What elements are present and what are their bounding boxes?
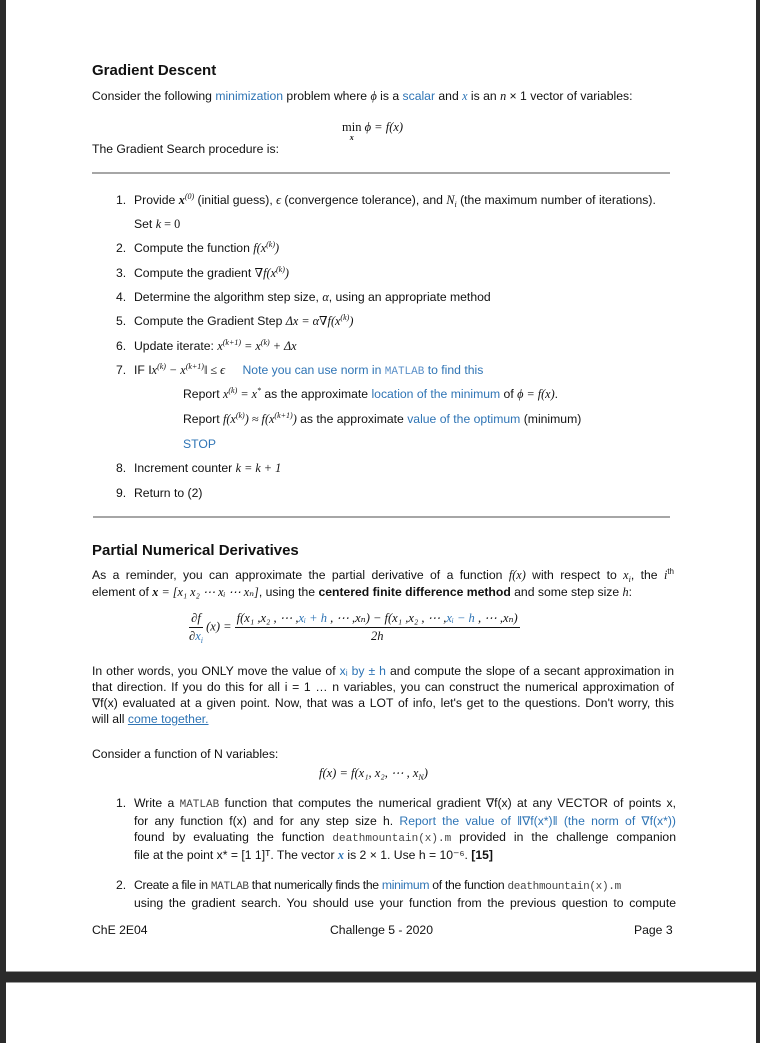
text: as the approximate <box>261 387 372 401</box>
document-page-4 <box>6 982 756 1043</box>
step-text: Determine the algorithm step size, <box>134 290 323 304</box>
term: , ⋯ ,xₙ) − f(x₁ ,x₂ , ⋯ , <box>326 611 447 625</box>
x-symbol: x <box>462 89 468 103</box>
para2-line2: that direction. If you do this for all i = 1 … n variables, you can construct the numerical approximation of <box>92 680 674 694</box>
phi-symbol: ϕ <box>370 89 377 103</box>
step-text: Update iterate: <box>134 339 218 353</box>
superscript: * <box>257 386 262 395</box>
step-5 <box>116 313 353 329</box>
footer-page-number: Page 3 <box>634 923 673 937</box>
step-1 <box>116 192 656 208</box>
equation-body: ϕ = f(x) <box>364 120 404 134</box>
intro-text: Consider the following <box>92 89 216 103</box>
question-1 <box>116 795 676 863</box>
math: ) <box>423 766 428 780</box>
step-number: 5. <box>116 314 127 328</box>
math: x <box>217 339 223 353</box>
step-text: Compute the gradient <box>134 266 255 280</box>
math: ‖ ≤ ϵ <box>203 363 226 377</box>
intro-text: × 1 vector of variables: <box>506 89 633 103</box>
text: is 2 × 1. Use h = 10⁻⁶. <box>343 848 472 862</box>
para2-line3: ∇f(x) evaluated at a given point. Now, that was a LOT of info, let's get to the questions. Don't worry, this <box>92 696 674 710</box>
math: ) <box>292 412 297 426</box>
step-text: (initial guess), <box>194 193 277 207</box>
matlab-code: MATLAB <box>179 799 220 811</box>
superscript: (k) <box>228 386 238 395</box>
math: ) <box>275 241 280 255</box>
question-number: 1. <box>116 796 127 810</box>
math: ‖x <box>148 363 158 377</box>
text: and compute the slope of a secant approximation in <box>385 664 674 678</box>
math: ) ≈ f(x <box>244 412 275 426</box>
math: ) <box>349 314 354 328</box>
text: function that computes the numerical gradient ∇f(x) at any VECTOR of points x, <box>219 796 677 810</box>
step-text: IF <box>134 363 149 377</box>
step-text: Return to (2) <box>134 486 203 500</box>
math: i <box>663 568 668 582</box>
q1-line3 <box>134 829 676 847</box>
superscript: (k) <box>235 411 245 420</box>
superscript: th <box>667 567 674 576</box>
subscript: N <box>418 773 424 782</box>
question-number: 2. <box>116 878 127 892</box>
come-together-link[interactable]: come together. <box>127 712 209 726</box>
math: f(x) <box>508 568 526 582</box>
math: ϕ = f(x) <box>517 387 555 401</box>
step-6 <box>116 338 297 354</box>
step-text: Increment counter <box>134 461 236 475</box>
text: , using the <box>258 585 319 599</box>
section-title-gradient-descent: Gradient Descent <box>92 62 217 79</box>
deathmountain-code: deathmountain(x).m <box>507 881 621 893</box>
stop-label: STOP <box>183 437 216 451</box>
superscript: (k) <box>275 265 285 274</box>
step-number: 7. <box>116 363 127 377</box>
step-number: 6. <box>116 339 127 353</box>
footer-course: ChE 2E04 <box>92 923 148 937</box>
math: x <box>152 585 159 599</box>
lhs-fraction <box>189 611 203 644</box>
minimum-term: minimum <box>381 878 430 892</box>
term: , ⋯ ,xₙ) <box>474 611 518 625</box>
para2-line1 <box>92 663 674 679</box>
intro-text: problem where <box>283 89 371 103</box>
term-minus-h: xᵢ − h <box>446 611 475 625</box>
math: f(x) = f(x₁, x₂, ⋯ , x <box>319 766 419 780</box>
superscript: (k+1) <box>274 411 293 420</box>
superscript: (k) <box>340 313 350 322</box>
step-text: , using an appropriate method <box>328 290 491 304</box>
function-equation <box>319 765 428 781</box>
report-location-line <box>183 386 558 402</box>
text: Write a <box>134 796 180 810</box>
math: x <box>178 193 185 207</box>
math: Δx = α∇f(x <box>285 314 341 328</box>
deathmountain-code: deathmountain(x).m <box>332 833 452 845</box>
text: will all <box>92 712 128 726</box>
x-symbol: x <box>337 848 344 862</box>
math: h <box>622 585 629 599</box>
math: ϵ <box>276 193 282 207</box>
note-text: to find this <box>424 363 484 377</box>
step-text: Provide <box>134 193 179 207</box>
para1-line1 <box>92 567 674 583</box>
math: + Δx <box>269 339 297 353</box>
intro-text: is a <box>376 89 403 103</box>
step-number: 9. <box>116 486 127 500</box>
text: Report <box>183 387 223 401</box>
step-number: 8. <box>116 461 127 475</box>
step-3 <box>116 265 289 281</box>
text: that numerically finds the <box>248 878 382 892</box>
text: of the function <box>429 878 508 892</box>
step-number: 2. <box>116 241 127 255</box>
note-text: Note you can use norm in <box>242 363 385 377</box>
step-number: 1. <box>116 193 127 207</box>
section-title-partial-derivatives: Partial Numerical Derivatives <box>92 542 299 559</box>
location-of-minimum-link[interactable]: location of the minimum <box>371 387 501 401</box>
text: element of <box>92 585 153 599</box>
text: of <box>500 387 518 401</box>
superscript: (k+1) <box>185 362 204 371</box>
procedure-label: The Gradient Search procedure is: <box>92 142 279 156</box>
lhs-arg: (x) = <box>206 619 232 634</box>
math: f(x <box>253 241 267 255</box>
para2 <box>92 663 674 727</box>
text: (minimum) <box>520 412 582 426</box>
subscript: i <box>628 575 631 584</box>
intro-text: is an <box>467 89 501 103</box>
subscript: i <box>200 635 203 645</box>
step-7 <box>116 362 483 380</box>
text: : <box>628 585 633 599</box>
math: f(x <box>222 412 236 426</box>
step-text: (convergence tolerance), and <box>281 193 447 207</box>
min-operator: min <box>342 120 362 134</box>
matlab-code: MATLAB <box>384 366 425 378</box>
q2-line2: using the gradient search. You should use your function from the previous question to compute <box>134 896 676 910</box>
q1-line4 <box>134 847 676 863</box>
divider-section <box>93 516 670 518</box>
bold-term: centered finite difference method <box>318 585 511 599</box>
superscript: (k+1) <box>222 338 242 347</box>
xi: x <box>195 628 201 643</box>
text: , the <box>630 568 664 582</box>
math: ∇f(x <box>254 266 276 280</box>
report-norm-instruction: Report the value of ‖∇f(x*)‖ (the norm of ∇f(x*)) <box>399 814 676 828</box>
text: Report <box>183 412 223 426</box>
denominator <box>189 628 203 644</box>
min-subscript: x <box>349 133 354 142</box>
intro-paragraph <box>92 88 633 104</box>
text: provided in the challenge companion <box>451 830 676 844</box>
math: α <box>322 290 329 304</box>
step-1-set-k <box>134 216 180 232</box>
footer-title: Challenge 5 - 2020 <box>330 923 433 937</box>
math: k <box>155 217 162 231</box>
math: = x <box>237 387 258 401</box>
document-page-3 <box>6 0 756 972</box>
math: x <box>222 387 229 401</box>
centered-difference-formula <box>189 610 520 644</box>
superscript: (k) <box>157 362 166 371</box>
math: x <box>623 568 629 582</box>
step-text: (the maximum number of iterations). <box>456 193 656 207</box>
math: k = k + 1 <box>235 461 282 475</box>
rhs-fraction <box>235 610 520 644</box>
term-plus-h: xᵢ + h <box>298 611 327 625</box>
step-9 <box>116 485 202 501</box>
q2-line1 <box>134 877 676 895</box>
math: = 0 <box>161 217 181 231</box>
step-8 <box>116 460 281 476</box>
n-symbol: n <box>500 89 507 103</box>
marks: [15] <box>471 848 493 862</box>
minimization-equation <box>342 120 403 142</box>
text: found by evaluating the function <box>134 830 333 844</box>
math: N <box>446 193 455 207</box>
text: As a reminder, you can approximate the partial derivative of a function <box>92 568 509 582</box>
divider-top <box>92 172 670 174</box>
para1-line2 <box>92 584 632 600</box>
text: and some step size <box>510 585 623 599</box>
math: = x <box>241 339 261 353</box>
q1-line2 <box>134 813 676 829</box>
step-text: Compute the function <box>134 241 254 255</box>
partial: ∂ <box>189 628 196 643</box>
numerator <box>235 610 520 628</box>
text: In other words, you ONLY move the value of <box>92 664 340 678</box>
text: . <box>554 387 559 401</box>
text: as the approximate <box>296 412 408 426</box>
step-number: 3. <box>116 266 127 280</box>
subscript: i <box>454 200 457 209</box>
text: for any function f(x) and for any step size h. <box>134 814 400 828</box>
math: ) <box>284 266 289 280</box>
step-text: Set <box>134 217 156 231</box>
superscript: (k) <box>260 338 270 347</box>
math: = [x <box>158 585 183 599</box>
text: with respect to <box>525 568 624 582</box>
text: Create a file in <box>134 878 211 892</box>
scalar-link[interactable]: scalar <box>402 89 436 103</box>
numerator: ∂f <box>189 611 203 628</box>
step-2 <box>116 240 279 256</box>
minimization-link[interactable]: minimization <box>215 89 284 103</box>
matlab-code: MATLAB <box>210 881 249 893</box>
consider-function-text: Consider a function of N variables: <box>92 747 279 761</box>
value-of-optimum-link[interactable]: value of the optimum <box>407 412 521 426</box>
intro-text: and <box>435 89 463 103</box>
denominator: 2h <box>370 629 384 643</box>
q1-line1 <box>134 795 676 813</box>
report-value-line <box>183 411 581 427</box>
superscript: (k) <box>266 240 275 249</box>
question-2 <box>116 877 676 911</box>
superscript: (0) <box>184 192 195 201</box>
text: file at the point x* = [1 1]ᵀ. The vector <box>134 848 338 862</box>
math: − x <box>165 363 186 377</box>
para2-line4 <box>92 711 674 727</box>
xi-by-h: xᵢ by ± h <box>339 664 386 678</box>
term: f(x₁ ,x₂ , ⋯ , <box>236 611 299 625</box>
matlab-norm-note <box>242 363 483 377</box>
step-4 <box>116 289 491 305</box>
step-text: Compute the Gradient Step <box>134 314 286 328</box>
step-number: 4. <box>116 290 127 304</box>
math: ₁ x₂ ⋯ xᵢ ⋯ xₙ] <box>182 585 259 599</box>
